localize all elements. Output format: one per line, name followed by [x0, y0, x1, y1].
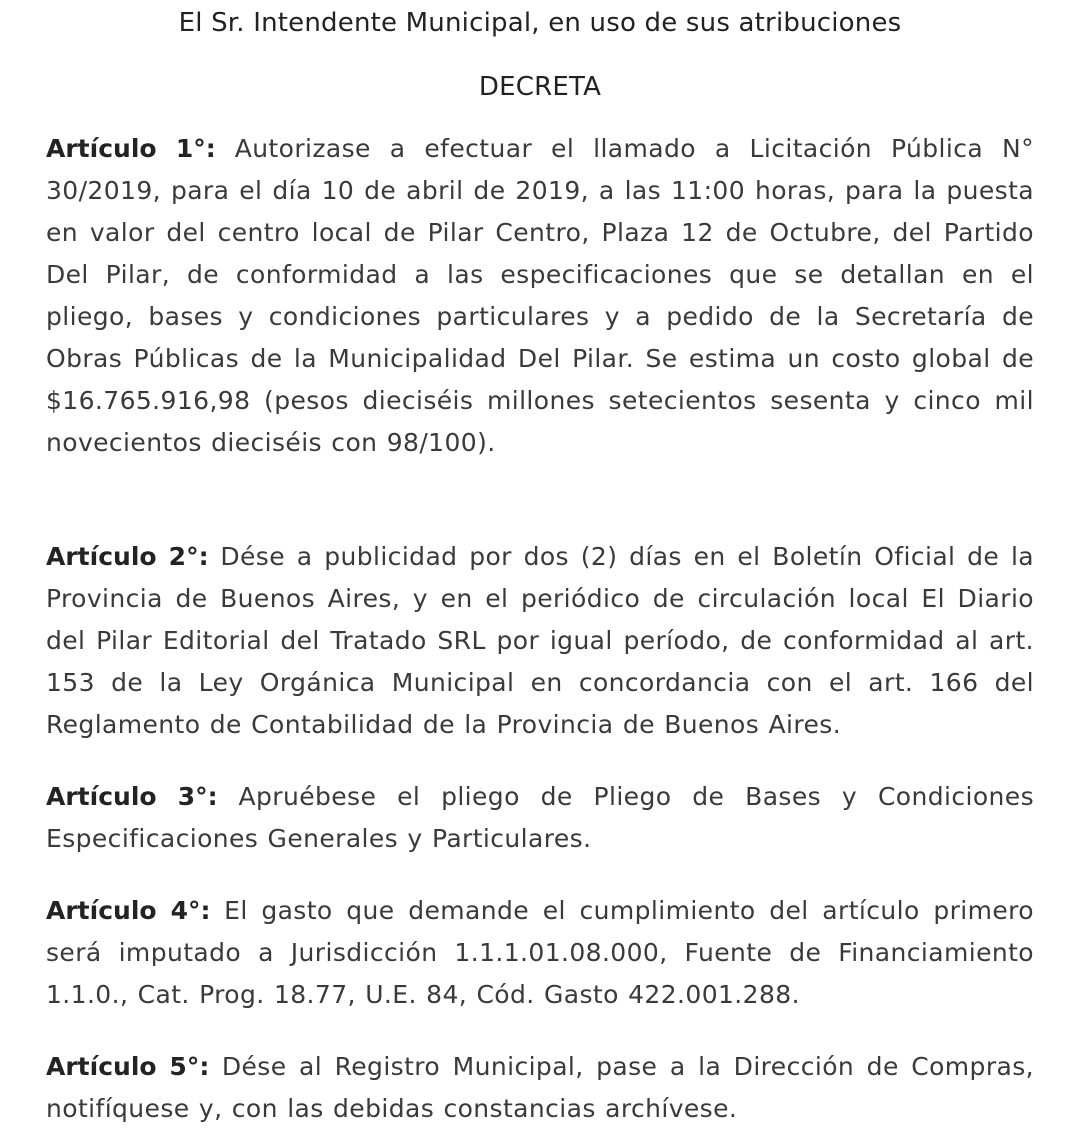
- intro-heading: El Sr. Intendente Municipal, en uso de sus atribuciones: [178, 8, 902, 38]
- article-5-label: Artículo 5°:: [46, 1052, 210, 1081]
- article-3-label: Artículo 3°:: [46, 782, 218, 811]
- article-2-label: Artículo 2°:: [46, 542, 209, 571]
- article-2-text: Dése a publicidad por dos (2) días en el Boletín Oficial de la Provincia de Buenos Aires, y en el periódico de circulación local El Diario del Pilar Editorial del Tratado SRL por igual período, de conformidad al art. 153 de la Ley Orgánica Municipal en concordancia con el art. 166 del Reglamento de Contabilidad de la Provincia de Buenos Aires.: [46, 542, 1035, 739]
- article-1: [46, 128, 1034, 536]
- article-4-label: Artículo 4°:: [46, 896, 211, 925]
- article-4-text: El gasto que demande el cumplimiento del artículo primero será imputado a Jurisdicción 1.1.1.01.08.000, Fuente de Financiamiento 1.1.0., Cat. Prog. 18.77, U.E. 84, Cód. Gasto 422.001.288.: [46, 896, 1034, 1009]
- article-5: [46, 1046, 1034, 1136]
- article-2: [46, 536, 1034, 776]
- article-3: [46, 776, 1034, 890]
- article-1-label: Artículo 1°:: [46, 134, 216, 163]
- decree-document: [46, 0, 1034, 1136]
- decreta-heading: DECRETA: [478, 72, 602, 102]
- article-4: [46, 890, 1034, 1046]
- article-3-text: Apruébese el pliego de Pliego de Bases y Condiciones Especificaciones Generales y Particulares.: [46, 782, 1034, 853]
- article-1-text: Autorizase a efectuar el llamado a Licitación Pública N° 30/2019, para el día 10 de abril de 2019, a las 11:00 horas, para la puesta en valor del centro local de Pilar Centro, Plaza 12 de Octubre, del Partido Del Pilar, de conformidad a las especificaciones que se detallan en el pliego, bases y condiciones particulares y a pedido de la Secretaría de Obras Públicas de la Municipalidad Del Pilar. Se estima un costo global de $16.765.916,98 (pesos dieciséis millones setecientos sesenta y cinco mil novecientos dieciséis con 98/100).: [46, 134, 1035, 457]
- article-5-text: Dése al Registro Municipal, pase a la Dirección de Compras, notifíquese y, con las debidas constancias archívese.: [46, 1052, 1034, 1123]
